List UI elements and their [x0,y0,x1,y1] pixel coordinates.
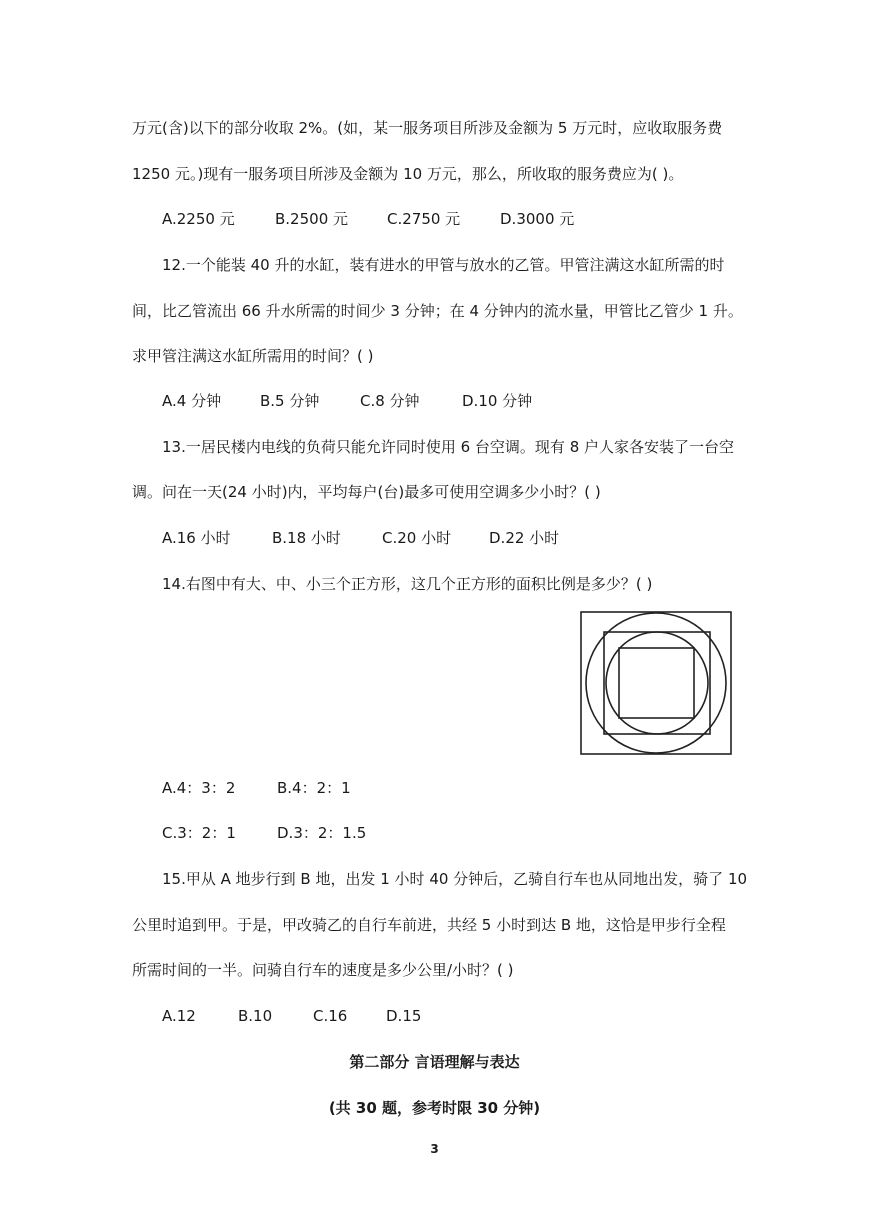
q11-text-line-1: 万元(含)以下的部分收取 2%。(如，某一服务项目所涉及金额为 5 万元时，应收取服务费 [132,119,723,137]
q15-option-b: B.10 [238,1007,273,1025]
q11-option-a: A.2250 元 [162,210,235,228]
q12-option-d: D.10 分钟 [462,392,533,410]
section-title: 第二部分 言语理解与表达 [349,1053,520,1071]
q12-option-c: C.8 分钟 [360,392,420,410]
q13-text-line-2: 调。问在一天(24 小时)内，平均每户(台)最多可使用空调多少小时？( ) [132,483,601,501]
q12-option-a: A.4 分钟 [162,392,222,410]
q13-option-d: D.22 小时 [489,529,560,547]
q12-text-line-1: 12.一个能装 40 升的水缸，装有进水的甲管与放水的乙管。甲管注满这水缸所需的时 [162,256,725,274]
small-square [619,648,694,718]
q11-option-d: D.3000 元 [500,210,575,228]
q14-text-line-1: 14.右图中有大、中、小三个正方形，这几个正方形的面积比例是多少？( ) [162,575,653,593]
q14-option-a: A.4：3：2 [162,779,236,797]
q13-option-a: A.16 小时 [162,529,231,547]
q14-option-b: B.4：2：1 [277,779,351,797]
q13-option-c: C.20 小时 [382,529,452,547]
q15-text-line-1: 15.甲从 A 地步行到 B 地，出发 1 小时 40 分钟后，乙骑自行车也从同地出发，骑了 10 [162,870,748,888]
q15-text-line-3: 所需时间的一半。问骑自行车的速度是多少公里/小时？( ) [132,961,514,979]
nested-squares-figure [580,611,732,755]
q12-text-line-2: 间，比乙管流出 66 升水所需的时间少 3 分钟；在 4 分钟内的流水量，甲管比乙管少 1 升。 [132,302,743,320]
q15-text-line-2: 公里时追到甲。于是，甲改骑乙的自行车前进，共经 5 小时到达 B 地，这恰是甲步行全程 [132,916,726,934]
q12-option-b: B.5 分钟 [260,392,320,410]
q14-option-d: D.3：2：1.5 [277,824,367,842]
section-subtitle: (共 30 题，参考时限 30 分钟) [328,1099,541,1117]
q11-option-b: B.2500 元 [275,210,349,228]
q12-text-line-3: 求甲管注满这水缸所需用的时间？( ) [132,347,374,365]
outer-circle [586,613,726,753]
q11-text-line-2: 1250 元。)现有一服务项目所涉及金额为 10 万元，那么，所收取的服务费应为( )。 [132,165,684,183]
q13-text-line-1: 13.一居民楼内电线的负荷只能允许同时使用 6 台空调。现有 8 户人家各安装了一台空 [162,438,735,456]
q13-option-b: B.18 小时 [272,529,341,547]
q14-option-c: C.3：2：1 [162,824,236,842]
q15-option-a: A.12 [162,1007,196,1025]
page-number: 3 [430,1142,439,1156]
q15-option-c: C.16 [313,1007,348,1025]
q15-option-d: D.15 [386,1007,422,1025]
q11-option-c: C.2750 元 [387,210,461,228]
